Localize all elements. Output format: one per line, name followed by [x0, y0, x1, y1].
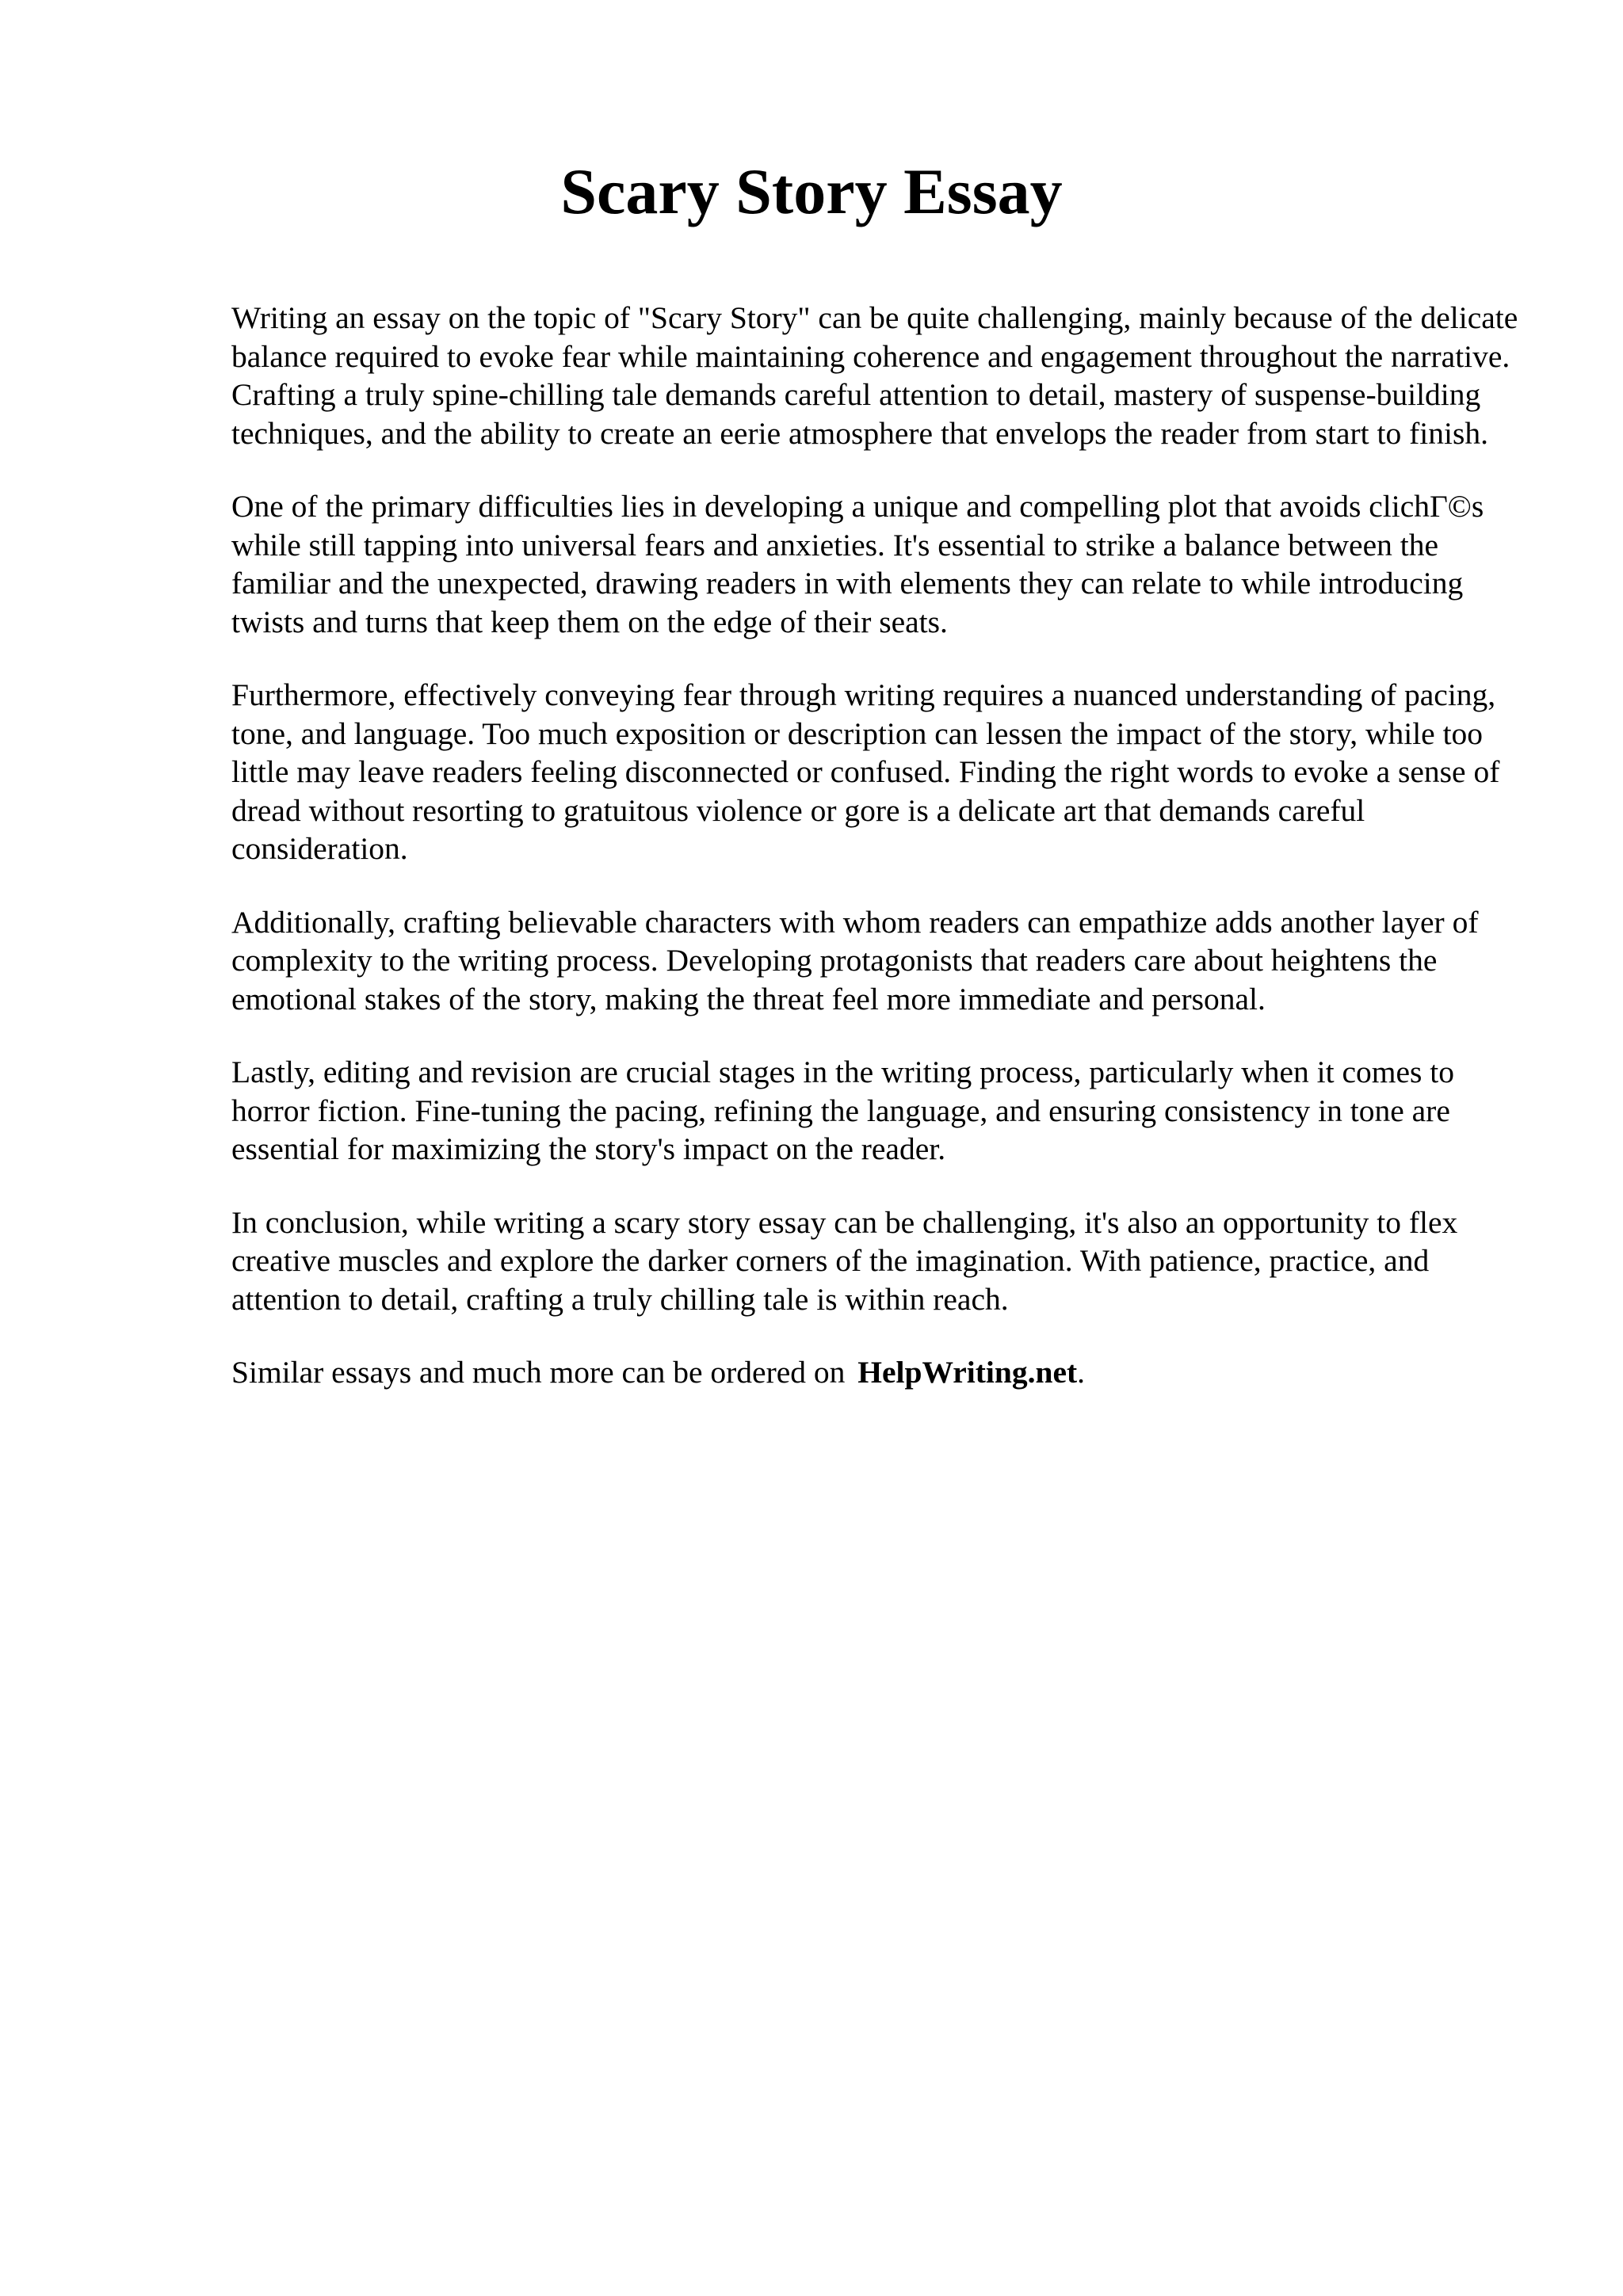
paragraph-3: Furthermore, effectively conveying fear through writing requires a nuanced understanding of pacing, tone, and language. Too much exposition or description can lessen the impact of the story, while too little may leave readers feeling disconnected or confused. Finding the right words to evoke a sense of dread without resorting to gratuitous violence or gore is a delicate art that demands careful consideration.	[231, 677, 1500, 866]
document-title: Scary Story Essay	[560, 155, 1063, 227]
paragraph-5: Lastly, editing and revision are crucial stages in the writing process, particularly when it comes to horror fiction. Fine-tuning the pacing, refining the language, and ensuring consistency in tone are essential for maximizing the story's impact on the reader.	[231, 1055, 1454, 1166]
footer-text: Similar essays and much more can be ordered on	[231, 1355, 846, 1390]
paragraph-4: Additionally, crafting believable characters with whom readers can empathize adds another layer of complexity to the writing process. Developing protagonists that readers care about heightens the emotional stakes of the story, making the threat feel more immediate and personal.	[231, 904, 1479, 1016]
footer-period: .	[1077, 1355, 1086, 1390]
brand-name: HelpWriting.net	[857, 1355, 1078, 1390]
footer-line	[231, 1353, 1531, 1392]
paragraph-2: One of the primary difficulties lies in developing a unique and compelling plot that avoids clichΓ©s while still tapping into universal fears and anxieties. It's essential to strike a balance between the familiar and the unexpected, drawing readers in with elements they can relate to while introducing twists and turns that keep them on the edge of their seats.	[231, 489, 1484, 639]
paragraph-1: Writing an essay on the topic of "Scary Story" can be quite challenging, mainly because of the delicate balance required to evoke fear while maintaining coherence and engagement throughout the narrative. Crafting a truly spine-chilling tale demands careful attention to detail, mastery of suspense-building techniques, and the ability to create an eerie atmosphere that envelops the reader from start to finish.	[231, 300, 1518, 451]
document-body	[231, 299, 1531, 1427]
paragraph-6: In conclusion, while writing a scary story essay can be challenging, it's also an opportunity to flex creative muscles and explore the darker corners of the imagination. With patience, practice, and attention to detail, crafting a truly chilling tale is within reach.	[231, 1204, 1458, 1317]
